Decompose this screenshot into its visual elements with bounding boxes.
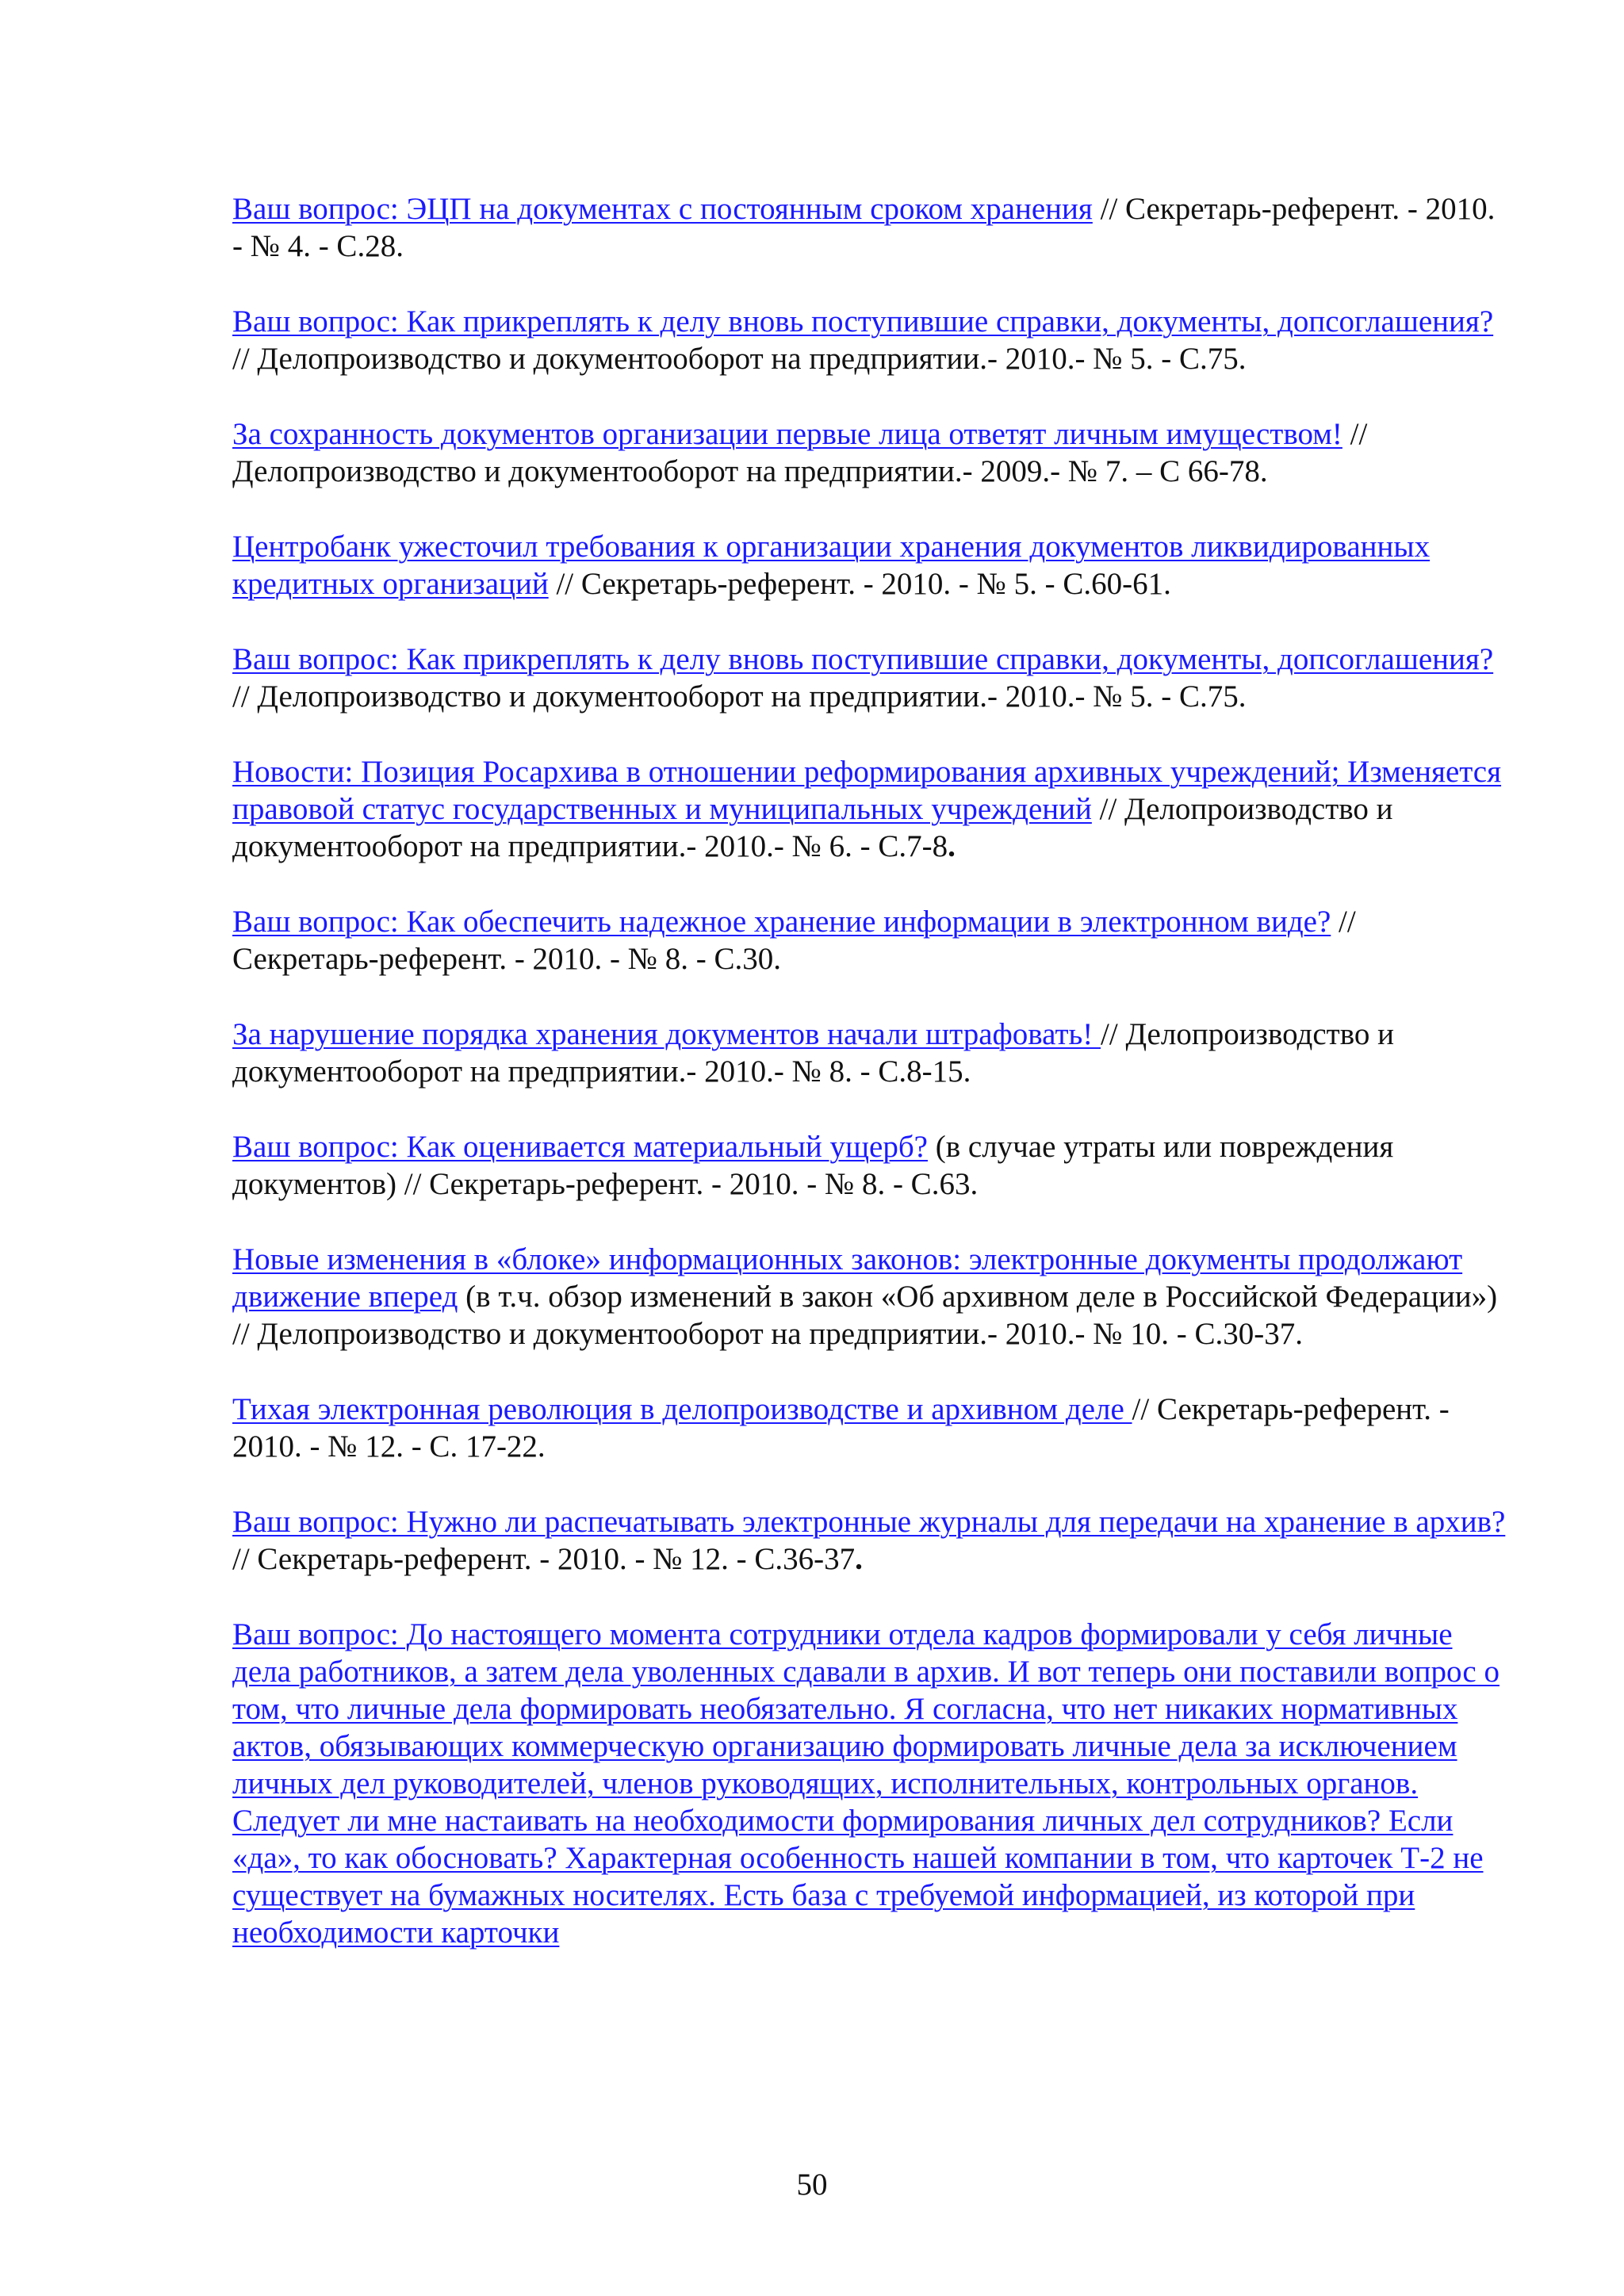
entry-citation: // Делопроизводство и документооборот на предприятии.- 2010.- № 6. - С.7-8	[232, 792, 1393, 863]
entry-citation-end: .	[948, 829, 956, 863]
entry-citation: // Секретарь-референт. - 2010. - № 12. - С.36-37	[232, 1542, 856, 1576]
page-number: 50	[796, 2168, 828, 2202]
entry-citation: // Делопроизводство и документооборот на предприятии.- 2010.- № 5. - С.75.	[232, 342, 1247, 376]
entry-link[interactable]: Ваш вопрос: ЭЦП на документах с постоянным сроком хранения	[232, 192, 1093, 226]
bibliography-entry	[232, 753, 1509, 865]
entry-link[interactable]: Новые изменения в «блоке» информационных законов: электронные документы продолжают движение вперед	[232, 1242, 1463, 1314]
bibliography-entry	[232, 303, 1509, 377]
bibliography-entry	[232, 1241, 1509, 1353]
entry-link[interactable]: За нарушение порядка хранения документов начали штрафовать!	[232, 1017, 1101, 1051]
bibliography-entry	[232, 190, 1509, 265]
entry-citation-end: .	[855, 1542, 863, 1576]
bibliography-entry	[232, 1016, 1509, 1090]
entry-citation: // Делопроизводство и документооборот на предприятии.- 2009.- № 7. – С 66-78.	[232, 417, 1368, 488]
entry-citation: // Секретарь-референт. - 2010. - № 8. - С.30.	[232, 905, 1356, 976]
entry-link[interactable]: За сохранность документов организации первые лица ответят личным имуществом!	[232, 417, 1342, 451]
bibliography-entry	[232, 903, 1509, 978]
bibliography-entry	[232, 1391, 1509, 1465]
entry-citation: (в т.ч. обзор изменений в закон «Об архивном деле в Российской Федерации») // Делопроизводство и документооборот на предприятии.- 2010.- № 10. - С.30-37.	[232, 1280, 1498, 1351]
entry-link[interactable]: Тихая электронная революция в делопроизводстве и архивном деле	[232, 1392, 1132, 1426]
bibliography-entry	[232, 641, 1509, 715]
entry-citation: // Секретарь-референт. - 2010. - № 12. - С. 17-22.	[232, 1392, 1450, 1464]
entry-citation: (в случае утраты или повреждения документов) // Секретарь-референт. - 2010. - № 8. - С.63.	[232, 1130, 1394, 1201]
bibliography-entry	[232, 415, 1509, 490]
bibliography-entry	[232, 528, 1509, 603]
entry-citation: // Секретарь-референт. - 2010. - № 4. - С.28.	[232, 192, 1496, 263]
entry-link[interactable]: Ваш вопрос: Как оценивается материальный ущерб?	[232, 1130, 928, 1164]
entry-citation: // Делопроизводство и документооборот на предприятии.- 2010.- № 5. - С.75.	[232, 679, 1247, 714]
entry-link[interactable]: Ваш вопрос: Как прикреплять к делу вновь поступившие справки, документы, допсоглашения?	[232, 642, 1494, 676]
bibliography-entry	[232, 1503, 1509, 1578]
entry-link[interactable]: Ваш вопрос: До настоящего момента сотрудники отдела кадров формировали у себя личные дела работников, а затем дела уволенных сдавали в архив. И вот теперь они поставили вопрос о том, что личные дела формировать необязательно. Я согласна, что нет никаких нормативных актов, обязывающих коммерческую организацию формировать личные дела за исключением личных дел руководителей, членов руководящих, исполнительных, контрольных органов. Следует ли мне настаивать на необходимости формирования личных дел сотрудников? Если «да», то как обосновать? Характерная особенность нашей компании в том, что карточек Т-2 не существует на бумажных носителях. Есть база с требуемой информацией, из которой при необходимости карточки	[232, 1617, 1500, 1950]
entry-citation: // Секретарь-референт. - 2010. - № 5. - С.60-61.	[548, 567, 1171, 601]
entry-citation: // Делопроизводство и документооборот на предприятии.- 2010.- № 8. - С.8-15.	[232, 1017, 1394, 1089]
entry-link[interactable]: Центробанк ужесточил требования к организации хранения документов ликвидированных кредитных организаций	[232, 530, 1431, 601]
bibliography-entry	[232, 1616, 1509, 1951]
entry-link[interactable]: Ваш вопрос: Как прикреплять к делу вновь поступившие справки, документы, допсоглашения?	[232, 304, 1494, 339]
entry-link[interactable]: Новости: Позиция Росархива в отношении реформирования архивных учреждений; Изменяется правовой статус государственных и муниципальных учреждений	[232, 755, 1502, 826]
entry-link[interactable]: Ваш вопрос: Нужно ли распечатывать электронные журналы для передачи на хранение в архив?	[232, 1505, 1506, 1539]
bibliography-entry	[232, 1128, 1509, 1203]
bibliography-list	[232, 190, 1509, 1989]
entry-link[interactable]: Ваш вопрос: Как обеспечить надежное хранение информации в электронном виде?	[232, 905, 1331, 939]
